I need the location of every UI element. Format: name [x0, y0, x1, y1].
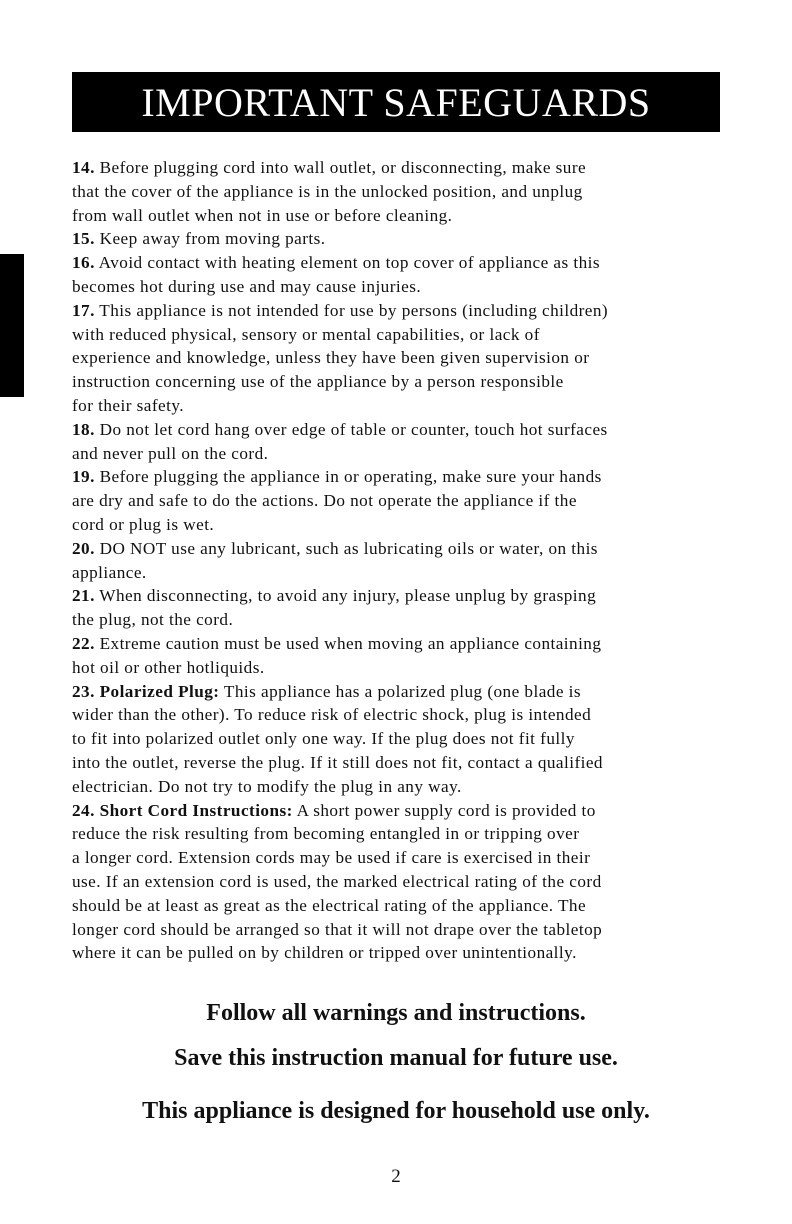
page-number: 2 — [391, 1166, 401, 1187]
safeguards-list — [72, 156, 722, 965]
safeguard-number: 24. — [72, 800, 95, 820]
safeguard-heading: Polarized Plug: — [94, 681, 220, 701]
closing-save-manual: Save this instruction manual for future use. — [174, 1045, 618, 1071]
safeguard-20-line-2: appliance. — [72, 562, 147, 582]
safeguard-14-line-3: from wall outlet when not in use or before cleaning. — [72, 205, 453, 225]
safeguard-number: 23. — [72, 681, 95, 701]
safeguard-17-line-5: for their safety. — [72, 395, 184, 415]
safeguard-23-line-2: wider than the other). To reduce risk of electric shock, plug is intended — [72, 705, 592, 725]
safeguard-number: 18. — [72, 419, 95, 439]
safeguard-number: 14. — [72, 158, 95, 177]
safeguard-17-line-4: instruction concerning use of the appliance by a person responsible — [72, 372, 564, 392]
safeguard-number: 16. — [72, 253, 95, 273]
safeguard-number: 15. — [72, 229, 95, 249]
safeguard-23-line-1: 23. Polarized Plug: This appliance has a polarized plug (one blade is — [72, 681, 582, 701]
safeguard-24-line-7: where it can be pulled on by children or tripped over unintentionally. — [72, 943, 577, 963]
safeguard-20-line-1: 20. DO NOT use any lubricant, such as lubricating oils or water, on this — [72, 538, 598, 558]
section-tab-marker — [0, 254, 24, 397]
closing-household-use: This appliance is designed for household use only. — [142, 1098, 650, 1124]
safeguard-16-line-2: becomes hot during use and may cause injuries. — [72, 276, 422, 296]
safeguard-number: 22. — [72, 633, 95, 653]
safeguard-24-line-6: longer cord should be arranged so that it will not drape over the tabletop — [72, 919, 603, 939]
safeguard-23-line-3: to fit into polarized outlet only one way. If the plug does not fit fully — [72, 729, 575, 749]
safeguard-number: 17. — [72, 300, 95, 320]
safeguard-number: 20. — [72, 538, 95, 558]
safeguard-24-line-5: should be at least as great as the electrical rating of the appliance. The — [72, 895, 587, 915]
safeguard-18-line-2: and never pull on the cord. — [72, 443, 269, 463]
safeguard-18-line-1: 18. Do not let cord hang over edge of table or counter, touch hot surfaces — [72, 419, 608, 439]
safeguard-14-line-2: that the cover of the appliance is in the unlocked position, and unplug — [72, 181, 583, 201]
safeguard-19-line-1: 19. Before plugging the appliance in or operating, make sure your hands — [72, 467, 602, 487]
safeguard-16-line-1: 16. Avoid contact with heating element on top cover of appliance as this — [72, 253, 601, 273]
safeguard-24-line-1: 24. Short Cord Instructions: A short power supply cord is provided to — [72, 800, 596, 820]
safeguard-17-line-1: 17. This appliance is not intended for use by persons (including children) — [72, 300, 609, 320]
safeguard-number: 21. — [72, 586, 95, 606]
safeguard-22-line-2: hot oil or other hotliquids. — [72, 657, 265, 677]
safeguard-17-line-2: with reduced physical, sensory or mental capabilities, or lack of — [72, 324, 540, 344]
safeguard-22-line-1: 22. Extreme caution must be used when moving an appliance containing — [72, 633, 602, 653]
safeguard-17-line-3: experience and knowledge, unless they have been given supervision or — [72, 348, 590, 368]
page-title: IMPORTANT SAFEGUARDS — [141, 79, 651, 125]
safeguard-14-line-1: 14. Before plugging cord into wall outlet, or disconnecting, make sure — [72, 158, 587, 177]
safeguard-24-line-4: use. If an extension cord is used, the marked electrical rating of the cord — [72, 871, 602, 891]
safeguard-21-line-1: 21. When disconnecting, to avoid any injury, please unplug by grasping — [72, 586, 597, 606]
safeguard-number: 19. — [72, 467, 95, 487]
safeguard-21-line-2: the plug, not the cord. — [72, 610, 234, 630]
safeguard-19-line-3: cord or plug is wet. — [72, 514, 215, 534]
safeguard-23-line-5: electrician. Do not try to modify the plug in any way. — [72, 776, 462, 796]
safeguard-19-line-2: are dry and safe to do the actions. Do not operate the appliance if the — [72, 491, 577, 511]
title-banner — [72, 72, 720, 132]
closing-warnings: Follow all warnings and instructions. — [206, 1000, 586, 1026]
safeguard-24-line-3: a longer cord. Extension cords may be used if care is exercised in their — [72, 848, 591, 868]
safeguard-15-line-1: 15. Keep away from moving parts. — [72, 229, 326, 249]
safeguard-23-line-4: into the outlet, reverse the plug. If it still does not fit, contact a qualified — [72, 752, 603, 772]
safeguard-24-line-2: reduce the risk resulting from becoming entangled in or tripping over — [72, 824, 580, 844]
safeguard-heading: Short Cord Instructions: — [94, 800, 293, 820]
